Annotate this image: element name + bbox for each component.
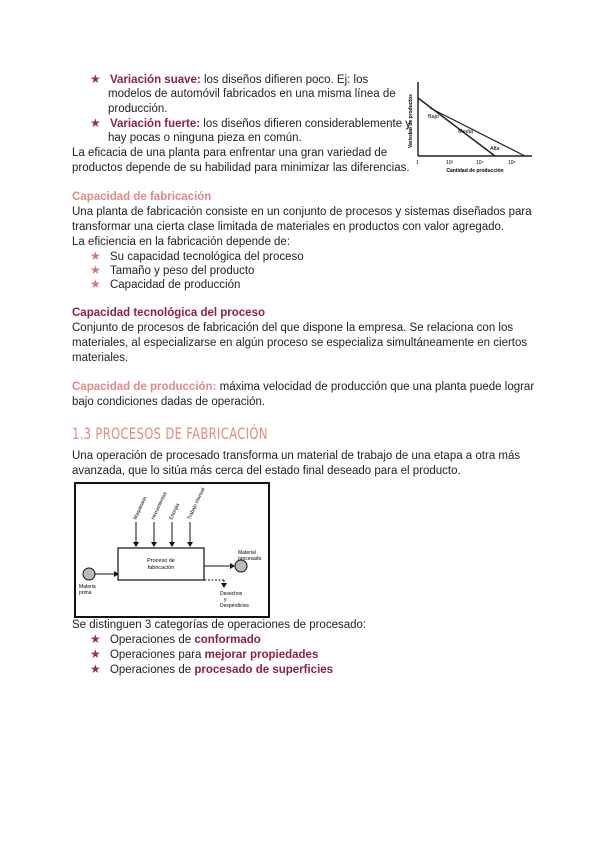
category-item [90,662,333,678]
paragraph-line: materiales, al especializarse en algún proceso se especializa simultáneamente en ciertos [72,337,528,349]
input-label: Herramientas [150,491,169,521]
waste-label: Desechos [220,591,243,597]
chart-y-label: Variedad de productos [408,94,414,148]
category-prefix: Operaciones para [109,649,205,661]
star-bullet-icon: ★ [90,249,101,263]
variation-text: los diseños difieren considerablemente y [200,118,412,130]
chart-boundary-line [418,98,495,156]
paragraph-text: máxima velocidad de producción que una planta puede lograr [216,381,535,393]
input-label: Trabajo manual [186,486,207,521]
process-box [118,548,204,580]
term-capacidad-produccion: Capacidad de producción: [72,381,217,393]
variation-text: los diseños difieren poco. Ej: los [200,74,369,86]
raw-material-circle [83,568,95,580]
paragraph-line: avanzada, que lo sitúa más cerca del estado final deseado para el producto. [72,465,461,477]
star-bullet-icon: ★ [90,662,101,676]
raw-material-label: Materia [79,584,96,590]
chart-x-tick: 10² [446,160,454,166]
raw-material-label: prima [79,590,92,596]
chart-region-label: Media [458,129,473,135]
paragraph-line: materiales. [72,352,129,364]
paragraph-capacidad-produccion [72,380,534,395]
list-item-label: Su capacidad tecnológica del proceso [109,251,304,263]
categories-intro: Se distinguen 3 categorías de operaciones de procesado: [72,619,367,631]
section-title: 1.3 PROCESOS DE FABRICACIÓN [72,424,268,443]
paragraph-line: La eficiencia en la fabricación depende de: [72,236,291,248]
category-term: conformado [194,634,261,646]
chart-boundary-line [430,108,525,156]
paragraph-line: Conjunto de procesos de fabricación del que dispone la empresa. Se relaciona con los [72,322,514,334]
input-label: Energía [168,502,182,521]
efficacy-text: productos depende de su habilidad para minimizar las diferencias. [72,162,410,174]
category-prefix: Operaciones de [109,664,195,676]
chart-x-tick: 1 [416,160,419,166]
variation-text-line: producción. [108,103,168,115]
star-bullet-icon: ★ [90,116,101,130]
waste-label: y [224,597,227,603]
process-label: Proceso de [147,558,175,564]
heading-capacidad-tecnologica: Capacidad tecnológica del proceso [72,307,265,319]
paragraph-line: transformar una cierta clase limitada de materiales en productos con valor agregado. [72,221,505,233]
variation-item-fuerte [90,116,411,132]
process-diagram [74,482,270,618]
chart-region-label: Alta [490,146,500,152]
variation-term: Variación fuerte: [109,118,201,130]
star-bullet-icon: ★ [90,263,101,277]
chart-x-label: Cantidad de producción [446,168,504,174]
variety-quantity-chart [400,78,540,178]
category-item [90,632,261,648]
category-item [90,647,318,663]
star-bullet-icon: ★ [90,277,101,291]
category-prefix: Operaciones de [109,634,195,646]
input-label: Maquinaria [132,495,149,521]
category-term: mejorar propiedades [204,649,319,661]
variation-item-suave [90,72,368,88]
list-item [90,277,240,293]
variation-text-line: hay pocas o ninguna pieza en común. [108,132,302,144]
list-item-label: Capacidad de producción [109,279,241,291]
waste-label: Desperdicios [220,603,249,609]
output-label: procesado [238,556,262,562]
chart-region-label: Bajo [428,114,440,120]
process-label: fabricación [147,565,175,571]
star-bullet-icon: ★ [90,632,101,646]
category-term: procesado de superficies [194,664,334,676]
list-item-label: Tamaño y peso del producto [109,265,255,277]
chart-x-tick: 10⁴ [476,160,484,166]
heading-capacidad-fabricacion: Capacidad de fabricación [72,191,212,203]
efficacy-text: La eficacia de una planta para enfrentar una gran variedad de [72,147,388,159]
paragraph-line: bajo condiciones dadas de operación. [72,396,266,408]
output-label: Material [238,550,256,556]
paragraph-line: Una operación de procesado transforma un material de trabajo de una etapa a otra más [72,450,521,462]
variation-text-line: modelos de automóvil fabricados en una misma línea de [108,88,396,100]
paragraph-line: Una planta de fabricación consiste en un conjunto de procesos y sistemas diseñados para [72,206,532,218]
variation-term: Variación suave: [109,74,201,86]
star-bullet-icon: ★ [90,647,101,661]
chart-x-tick: 10⁶ [508,160,516,166]
star-bullet-icon: ★ [90,72,101,86]
